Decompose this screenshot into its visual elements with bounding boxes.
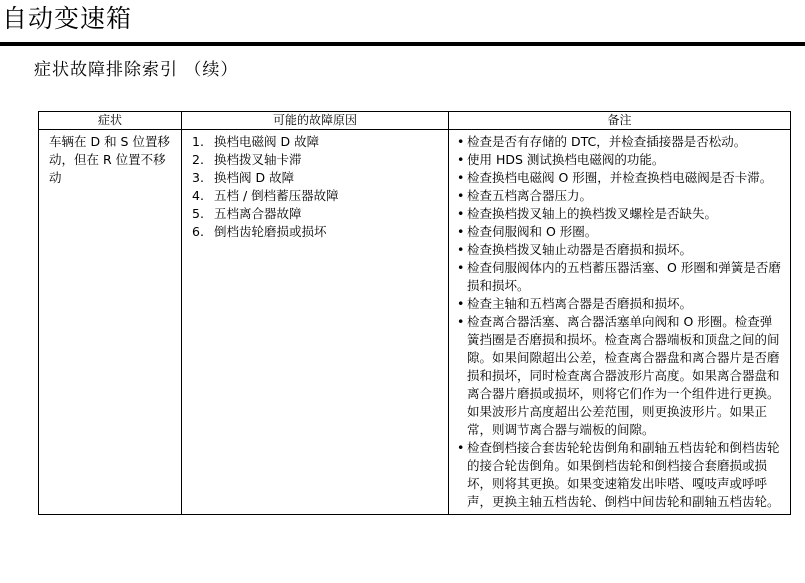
column-header-notes: 备注 (449, 112, 791, 130)
symptom-troubleshooting-table (38, 111, 791, 515)
cause-item (192, 133, 442, 151)
notes-list (455, 133, 784, 511)
note-item: • 检查伺服阀体内的五档蓄压器活塞、O 形圈和弹簧是否磨损和损坏。 (455, 259, 784, 295)
column-header-symptom: 症状 (39, 112, 182, 130)
cause-text: 倒档齿轮磨损或损坏 (214, 224, 327, 239)
notes-cell (449, 130, 791, 515)
note-item: • 检查是否有存储的 DTC，并检查插接器是否松动。 (455, 133, 784, 151)
note-item: • 使用 HDS 测试换档电磁阀的功能。 (455, 151, 784, 169)
note-item: • 检查伺服阀和 O 形圈。 (455, 223, 784, 241)
note-item: • 检查换档拨叉轴上的换档拨叉螺栓是否缺失。 (455, 205, 784, 223)
cause-item (192, 187, 442, 205)
causes-list (188, 133, 442, 241)
note-item: • 检查主轴和五档离合器是否磨损和损坏。 (455, 295, 784, 313)
cause-number: 1. (192, 134, 204, 149)
cause-text: 换档阀 D 故障 (214, 170, 295, 185)
cause-number: 6. (192, 224, 204, 239)
cause-text: 换档拨叉轴卡滞 (214, 152, 302, 167)
cause-item (192, 223, 442, 241)
section-title: 症状故障排除索引 （续） (34, 60, 239, 80)
cause-number: 5. (192, 206, 204, 221)
column-header-causes: 可能的故障原因 (182, 112, 449, 130)
cause-number: 2. (192, 152, 204, 167)
table-row (39, 130, 791, 515)
cause-text: 五档离合器故障 (214, 206, 302, 221)
cause-text: 换档电磁阀 D 故障 (214, 134, 320, 149)
causes-cell (182, 130, 449, 515)
cause-item (192, 169, 442, 187)
note-item: • 检查倒档接合套齿轮轮齿倒角和副轴五档齿轮和倒档齿轮的接合轮齿倒角。如果倒档齿轮和倒档接合套磨损或损坏，则将其更换。如果变速箱发出咔嗒、嘎吱声或呼呼声，更换主轴五档齿轮、倒档中间齿轮和副轴五档齿轮。 (455, 439, 784, 511)
cause-number: 4. (192, 188, 204, 203)
symptom-cell: 车辆在 D 和 S 位置移动，但在 R 位置不移动 (39, 130, 182, 515)
cause-item (192, 151, 442, 169)
note-item: • 检查换档拨叉轴止动器是否磨损和损坏。 (455, 241, 784, 259)
cause-number: 3. (192, 170, 204, 185)
cause-text: 五档 / 倒档蓄压器故障 (214, 188, 339, 203)
cause-item (192, 205, 442, 223)
note-item: • 检查五档离合器压力。 (455, 187, 784, 205)
title-rule (0, 42, 805, 46)
page-title: 自动变速箱 (2, 4, 133, 33)
table-header-row (39, 112, 791, 130)
note-item: • 检查换档电磁阀 O 形圈，并检查换档电磁阀是否卡滞。 (455, 169, 784, 187)
note-item: • 检查离合器活塞、离合器活塞单向阀和 O 形圈。检查弹簧挡圈是否磨损和损坏。检查离合器端板和顶盘之间的间隙。如果间隙超出公差，检查离合器盘和离合器片是否磨损和损坏，同时检查离合器波形片高度。如果离合器盘和离合器片磨损或损坏，则将它们作为一个组件进行更换。如果波形片高度超出公差范围，则更换波形片。如果正常，则调节离合器与端板的间隙。 (455, 313, 784, 439)
